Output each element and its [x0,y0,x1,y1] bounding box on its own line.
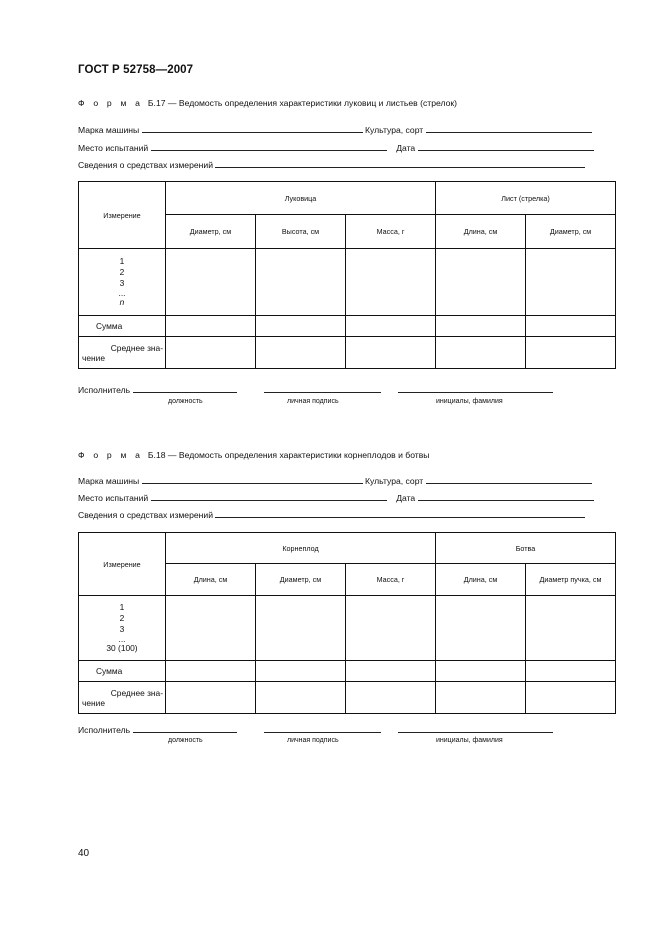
form18-place-label: Место испытаний [78,493,149,503]
table-cell[interactable] [166,661,256,682]
form17-machine-line [78,124,592,135]
table-cell[interactable] [256,596,346,661]
table-cell[interactable] [256,661,346,682]
form17-means-field[interactable] [215,159,585,168]
row-number: n [119,297,125,307]
form17-title-text: Б.17 — Ведомость определения характеристики луковиц и листьев (стрелок) [147,98,457,108]
table-cell[interactable] [436,249,526,316]
avg-line2: чение [82,697,105,708]
form17-place-field[interactable] [151,142,387,151]
form17-culture-label: Культура, сорт [365,125,424,135]
row-number: 1 [119,602,125,612]
form18-machine-label: Марка машины [78,476,140,486]
form17-means-label: Сведения о средствах измерений [78,160,213,170]
position-caption: должность [168,398,203,405]
signature-caption: личная подпись [287,737,339,744]
signature-field[interactable] [264,724,381,733]
form17-col-header: Диаметр, см [166,215,256,249]
form18-avg-label [79,682,166,714]
form17-executor-line [78,384,237,395]
form18-culture-label: Культура, сорт [365,476,424,486]
form17-machine-label: Марка машины [78,125,140,135]
position-caption: должность [168,737,203,744]
form18-col-header: Длина, см [166,564,256,596]
row-number: ... [118,634,126,644]
position-field[interactable] [133,384,237,393]
form18-col-header: Длина, см [436,564,526,596]
form18-col-header: Диаметр, см [256,564,346,596]
page-number: 40 [78,848,90,859]
table-cell[interactable] [526,249,616,316]
table-cell[interactable] [256,337,346,369]
form17-place-line [78,142,594,153]
table-cell[interactable] [526,316,616,337]
form18-means-label: Сведения о средствах измерений [78,510,213,520]
form18-sum-label: Сумма [79,661,166,682]
form18-means-line [78,509,585,520]
form17-machine-field[interactable] [142,124,363,133]
form18-group-tops: Ботва [436,533,616,564]
row-number: 2 [119,267,125,277]
form17-date-label: Дата [396,143,416,153]
table-cell[interactable] [526,337,616,369]
table-cell[interactable] [526,596,616,661]
form17-col-header: Высота, см [256,215,346,249]
form17-measure-header: Измерение [79,182,166,249]
name-caption: инициалы, фамилия [436,398,503,405]
form18-machine-line [78,475,592,486]
table-cell[interactable] [436,316,526,337]
table-cell[interactable] [166,596,256,661]
table-cell[interactable] [436,682,526,714]
row-number: 30 (100) [106,643,138,653]
form18-means-field[interactable] [215,509,585,518]
avg-line1: Среднее зна- [110,687,163,698]
form18-machine-field[interactable] [142,475,363,484]
form18-date-label: Дата [396,493,416,503]
executor-label: Исполнитель [78,725,131,735]
table-cell[interactable] [256,249,346,316]
form17-group-leaf: Лист (стрелка) [436,182,616,215]
table-cell[interactable] [166,337,256,369]
form17-avg-label [79,337,166,369]
document-header: ГОСТ Р 52758—2007 [78,64,194,76]
form17-means-line [78,159,585,170]
form17-col-header: Длина, см [436,215,526,249]
table-cell[interactable] [166,682,256,714]
signature-field[interactable] [264,384,381,393]
form18-executor-line [78,724,237,735]
table-cell[interactable] [166,249,256,316]
form18-title [78,450,429,460]
form17-table [78,181,616,369]
form18-measure-header: Измерение [79,533,166,596]
name-field[interactable] [398,384,553,393]
table-cell[interactable] [346,249,436,316]
table-cell[interactable] [346,661,436,682]
table-cell[interactable] [346,682,436,714]
table-cell[interactable] [346,337,436,369]
table-cell[interactable] [346,316,436,337]
form18-place-field[interactable] [151,492,387,501]
executor-label: Исполнитель [78,385,131,395]
name-field[interactable] [398,724,553,733]
name-caption: инициалы, фамилия [436,737,503,744]
form17-title-prefix: Ф о р м а [78,98,144,108]
position-field[interactable] [133,724,237,733]
form18-table [78,532,616,714]
table-cell[interactable] [526,661,616,682]
form18-title-prefix: Ф о р м а [78,450,144,460]
row-number: ... [118,288,126,298]
form17-group-bulb: Луковица [166,182,436,215]
form17-culture-field[interactable] [426,124,592,133]
form18-culture-field[interactable] [426,475,592,484]
form18-group-root: Корнеплод [166,533,436,564]
form17-date-field[interactable] [418,142,594,151]
form17-place-label: Место испытаний [78,143,149,153]
form17-title [78,98,457,108]
form18-col-header: Масса, г [346,564,436,596]
form17-col-header: Масса, г [346,215,436,249]
form18-title-text: Б.18 — Ведомость определения характеристики корнеплодов и ботвы [147,450,430,460]
table-cell[interactable] [256,682,346,714]
form18-row-numbers [79,596,166,661]
form18-col-header: Диаметр пучка, см [526,564,616,596]
table-cell[interactable] [256,316,346,337]
row-number: 2 [119,613,125,623]
signature-caption: личная подпись [287,398,339,405]
row-number: 1 [119,256,125,266]
row-number: 3 [119,278,125,288]
avg-line1: Среднее зна- [110,342,163,353]
row-number: 3 [119,624,125,634]
form18-place-line [78,492,594,503]
table-cell[interactable] [436,337,526,369]
table-cell[interactable] [526,682,616,714]
avg-line2: чение [82,352,105,363]
table-cell[interactable] [166,316,256,337]
form18-date-field[interactable] [418,492,594,501]
table-cell[interactable] [346,596,436,661]
form17-row-numbers [79,249,166,316]
table-cell[interactable] [436,596,526,661]
form17-sum-label: Сумма [79,316,166,337]
table-cell[interactable] [436,661,526,682]
form17-col-header: Диаметр, см [526,215,616,249]
